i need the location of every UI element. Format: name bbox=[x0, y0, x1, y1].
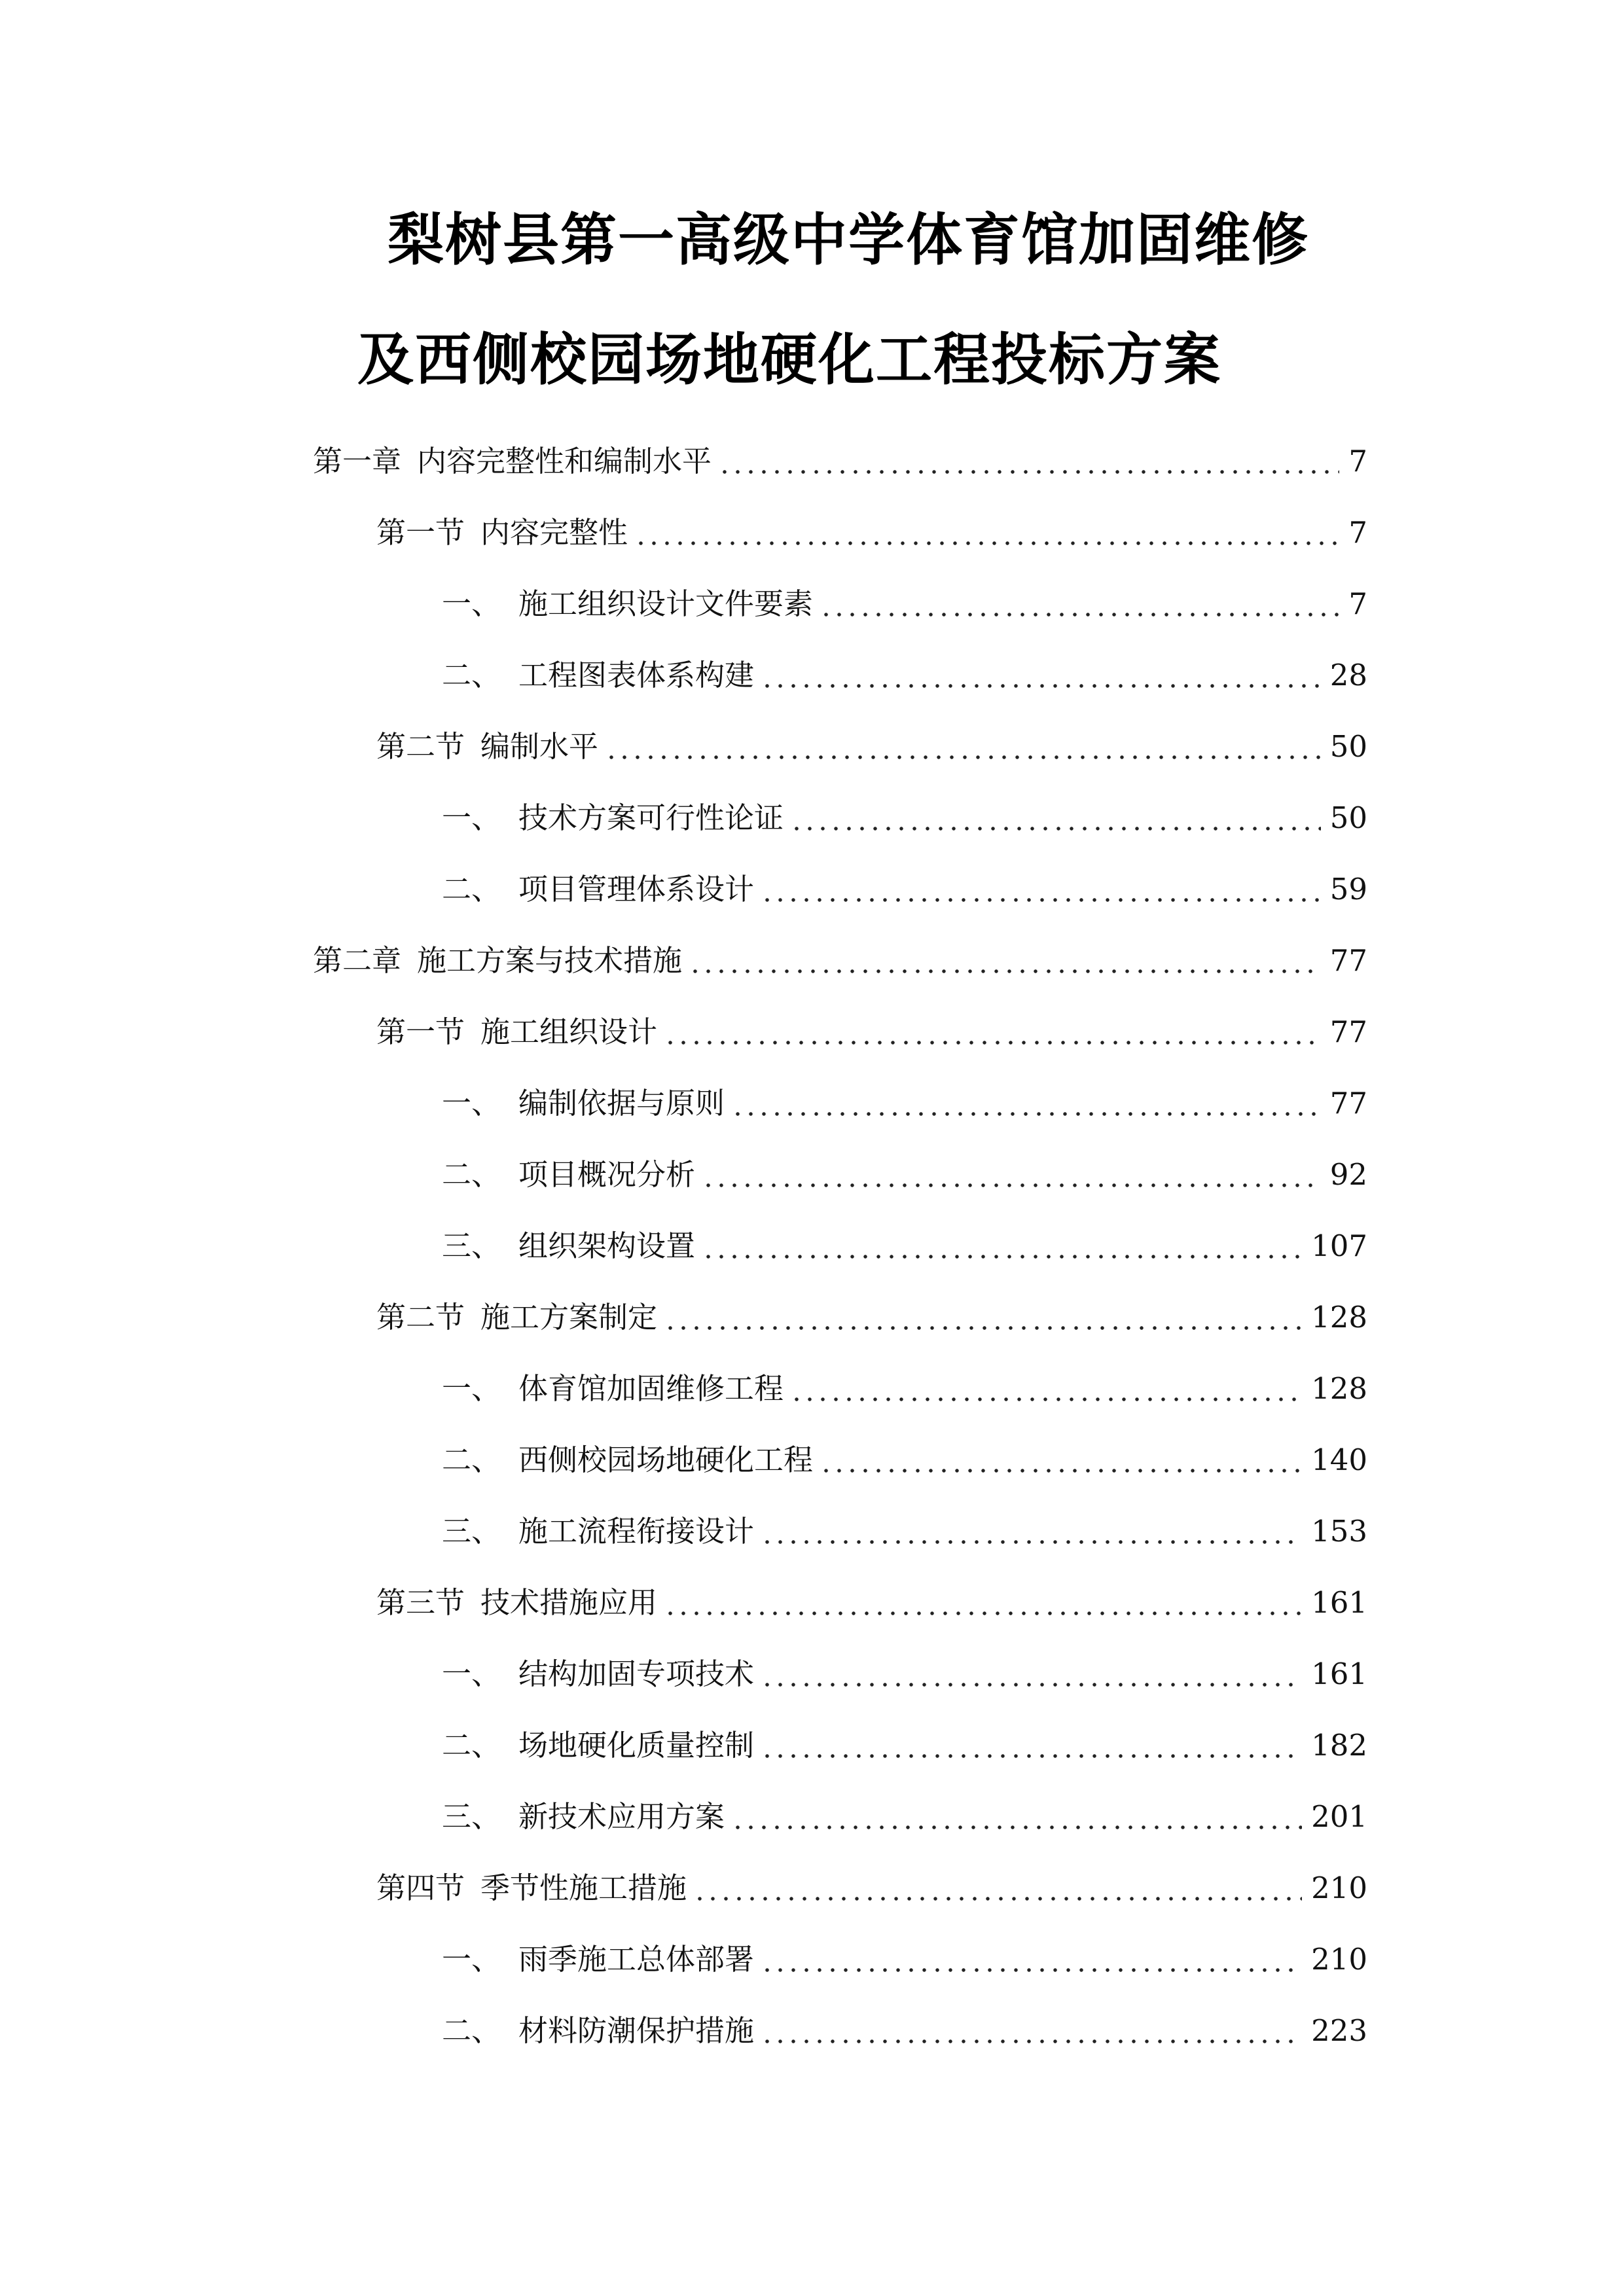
toc-entry-page-number: 59 bbox=[1329, 872, 1367, 906]
toc-entry[interactable] bbox=[376, 1006, 1367, 1058]
toc-dot-leader bbox=[634, 507, 1339, 559]
toc-entry[interactable] bbox=[442, 1505, 1367, 1558]
toc-entry-prefix: 第一节 bbox=[376, 1014, 465, 1049]
toc-entry[interactable] bbox=[376, 507, 1367, 559]
toc-dot-leader bbox=[689, 935, 1321, 987]
toc-entry[interactable] bbox=[442, 1363, 1367, 1415]
toc-entry-page-number: 107 bbox=[1311, 1229, 1367, 1263]
toc-entry-prefix: 一、 bbox=[442, 800, 501, 835]
toc-entry-title: 内容完整性 bbox=[480, 515, 628, 550]
toc-entry-page-number: 77 bbox=[1329, 1086, 1367, 1121]
toc-entry-page-number: 50 bbox=[1329, 729, 1367, 764]
toc-entry-page-number: 128 bbox=[1311, 1371, 1367, 1406]
toc-entry-page-number: 201 bbox=[1311, 1799, 1367, 1834]
toc-dot-leader bbox=[761, 1505, 1302, 1558]
toc-entry[interactable] bbox=[442, 1149, 1367, 1201]
toc-entry[interactable] bbox=[376, 721, 1367, 773]
toc-entry-prefix: 二、 bbox=[442, 1157, 501, 1192]
toc-dot-leader bbox=[820, 1434, 1302, 1486]
toc-entry[interactable] bbox=[313, 935, 1367, 987]
toc-entry[interactable] bbox=[442, 1719, 1367, 1772]
toc-entry-prefix: 三、 bbox=[442, 1514, 501, 1549]
toc-dot-leader bbox=[693, 1862, 1302, 1914]
toc-entry-title: 施工方案制定 bbox=[480, 1300, 658, 1335]
toc-entry-page-number: 161 bbox=[1311, 1657, 1367, 1691]
toc-entry[interactable] bbox=[442, 1791, 1367, 1843]
toc-entry-page-number: 223 bbox=[1311, 2013, 1367, 2048]
toc-entry[interactable] bbox=[442, 792, 1367, 844]
toc-entry-prefix: 三、 bbox=[442, 1229, 501, 1263]
toc-entry-title: 新技术应用方案 bbox=[518, 1799, 725, 1834]
toc-entry-page-number: 92 bbox=[1329, 1157, 1367, 1192]
toc-entry-title: 内容完整性和编制水平 bbox=[417, 444, 712, 478]
document-title-line-1: 梨树县第一高级中学体育馆加固维修 bbox=[388, 207, 1309, 273]
toc-entry-prefix: 二、 bbox=[442, 1728, 501, 1763]
toc-entry-page-number: 140 bbox=[1311, 1443, 1367, 1477]
toc-entry-page-number: 210 bbox=[1311, 1871, 1367, 1905]
toc-dot-leader bbox=[718, 435, 1339, 488]
toc-entry[interactable] bbox=[442, 1933, 1367, 1986]
toc-dot-leader bbox=[702, 1220, 1302, 1272]
toc-entry-prefix: 第三节 bbox=[376, 1585, 465, 1620]
toc-entry-prefix: 二、 bbox=[442, 2013, 501, 2048]
toc-entry[interactable] bbox=[442, 1648, 1367, 1700]
toc-entry[interactable] bbox=[376, 1291, 1367, 1344]
toc-dot-leader bbox=[761, 1648, 1302, 1700]
toc-entry-title: 编制水平 bbox=[480, 729, 599, 764]
toc-entry-prefix: 二、 bbox=[442, 658, 501, 692]
toc-entry[interactable] bbox=[442, 2005, 1367, 2057]
toc-dot-leader bbox=[605, 721, 1321, 773]
toc-entry[interactable] bbox=[442, 649, 1367, 702]
toc-dot-leader bbox=[731, 1077, 1321, 1130]
toc-dot-leader bbox=[761, 863, 1321, 916]
toc-entry-prefix: 二、 bbox=[442, 1443, 501, 1477]
toc-entry-title: 季节性施工措施 bbox=[480, 1871, 687, 1905]
toc-entry-prefix: 三、 bbox=[442, 1799, 501, 1834]
toc-dot-leader bbox=[761, 1933, 1302, 1986]
toc-entry-prefix: 第一节 bbox=[376, 515, 465, 550]
toc-entry-title: 西侧校园场地硬化工程 bbox=[518, 1443, 814, 1477]
toc-entry-page-number: 28 bbox=[1329, 658, 1367, 692]
toc-entry-prefix: 一、 bbox=[442, 1942, 501, 1977]
toc-entry-title: 雨季施工总体部署 bbox=[518, 1942, 755, 1977]
toc-entry-page-number: 7 bbox=[1348, 515, 1367, 550]
toc-entry[interactable] bbox=[442, 863, 1367, 916]
toc-entry[interactable] bbox=[442, 1434, 1367, 1486]
toc-entry-prefix: 一、 bbox=[442, 1086, 501, 1121]
toc-entry-prefix: 第二节 bbox=[376, 729, 465, 764]
toc-entry-title: 体育馆加固维修工程 bbox=[518, 1371, 784, 1406]
toc-dot-leader bbox=[664, 1291, 1302, 1344]
toc-dot-leader bbox=[790, 792, 1321, 844]
toc-entry-prefix: 一、 bbox=[442, 1371, 501, 1406]
toc-entry-prefix: 一、 bbox=[442, 586, 501, 621]
toc-entry-title: 施工组织设计文件要素 bbox=[518, 586, 814, 621]
toc-entry-title: 结构加固专项技术 bbox=[518, 1657, 755, 1691]
toc-entry-title: 施工组织设计 bbox=[480, 1014, 658, 1049]
toc-dot-leader bbox=[761, 649, 1321, 702]
toc-entry-title: 施工流程衔接设计 bbox=[518, 1514, 755, 1549]
toc-entry-title: 项目管理体系设计 bbox=[518, 872, 755, 906]
toc-dot-leader bbox=[790, 1363, 1302, 1415]
toc-entry-title: 材料防潮保护措施 bbox=[518, 2013, 755, 2048]
toc-entry-page-number: 161 bbox=[1311, 1585, 1367, 1620]
toc-entry[interactable] bbox=[442, 1220, 1367, 1272]
toc-entry-prefix: 一、 bbox=[442, 1657, 501, 1691]
toc-entry-page-number: 153 bbox=[1311, 1514, 1367, 1549]
toc-dot-leader bbox=[761, 1719, 1302, 1772]
toc-dot-leader bbox=[820, 578, 1339, 630]
toc-entry-page-number: 182 bbox=[1311, 1728, 1367, 1763]
toc-entry-prefix: 第二节 bbox=[376, 1300, 465, 1335]
toc-dot-leader bbox=[761, 2005, 1302, 2057]
toc-entry-prefix: 二、 bbox=[442, 872, 501, 906]
toc-entry-page-number: 128 bbox=[1311, 1300, 1367, 1335]
toc-entry-prefix: 第二章 bbox=[313, 943, 402, 978]
toc-entry[interactable] bbox=[442, 1077, 1367, 1130]
toc-entry-page-number: 210 bbox=[1311, 1942, 1367, 1977]
toc-entry[interactable] bbox=[376, 1577, 1367, 1629]
toc-entry-title: 项目概况分析 bbox=[518, 1157, 696, 1192]
toc-entry-title: 组织架构设置 bbox=[518, 1229, 696, 1263]
toc-entry[interactable] bbox=[376, 1862, 1367, 1914]
toc-dot-leader bbox=[702, 1149, 1321, 1201]
toc-entry-title: 技术方案可行性论证 bbox=[518, 800, 784, 835]
toc-dot-leader bbox=[664, 1577, 1302, 1629]
toc-dot-leader bbox=[731, 1791, 1302, 1843]
toc-entry-title: 工程图表体系构建 bbox=[518, 658, 755, 692]
toc-entry-title: 技术措施应用 bbox=[480, 1585, 658, 1620]
toc-entry-prefix: 第四节 bbox=[376, 1871, 465, 1905]
toc-entry-title: 施工方案与技术措施 bbox=[417, 943, 683, 978]
toc-entry-page-number: 77 bbox=[1329, 1014, 1367, 1049]
toc-entry-page-number: 50 bbox=[1329, 800, 1367, 835]
toc-entry-page-number: 7 bbox=[1348, 586, 1367, 621]
toc-entry-prefix: 第一章 bbox=[313, 444, 402, 478]
toc-dot-leader bbox=[664, 1006, 1321, 1058]
toc-entry-page-number: 77 bbox=[1329, 943, 1367, 978]
toc-entry-title: 编制依据与原则 bbox=[518, 1086, 725, 1121]
toc-entry-title: 场地硬化质量控制 bbox=[518, 1728, 755, 1763]
toc-entry[interactable] bbox=[313, 435, 1367, 488]
toc-entry[interactable] bbox=[442, 578, 1367, 630]
toc-entry-page-number: 7 bbox=[1348, 444, 1367, 478]
document-title-line-2: 及西侧校园场地硬化工程投标方案 bbox=[357, 327, 1221, 393]
